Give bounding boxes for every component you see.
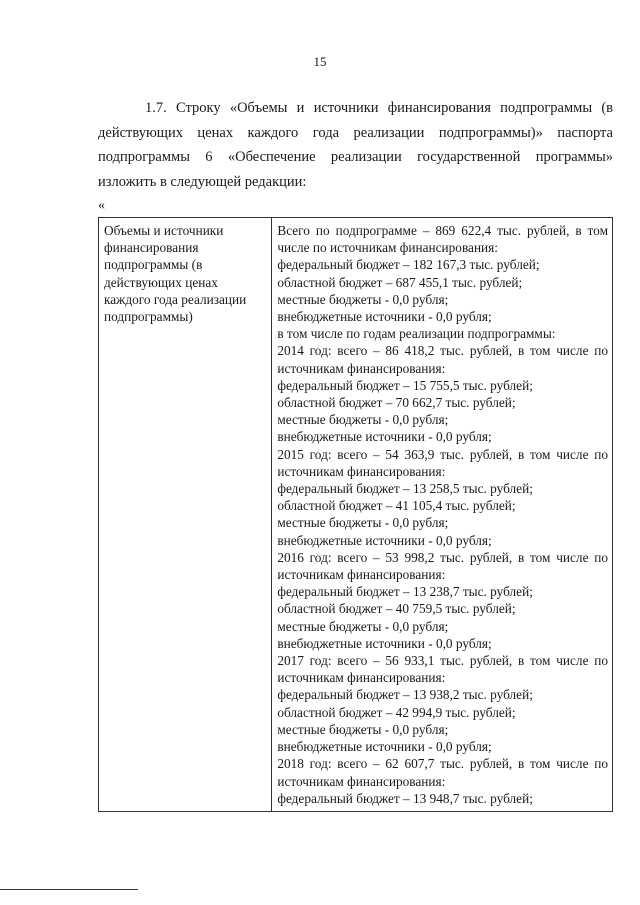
financing-line: местные бюджеты - 0,0 рубля; xyxy=(277,412,449,428)
financing-line: федеральный бюджет – 182 167,3 тыс. рублей; xyxy=(277,257,540,273)
financing-line: 2017 год: всего – 56 933,1 тыс. рублей, в том числе по источникам финансирования: xyxy=(277,653,608,686)
financing-line: 2014 год: всего – 86 418,2 тыс. рублей, в том числе по источникам финансирования: xyxy=(277,343,608,376)
financing-line: федеральный бюджет – 13 938,2 тыс. рублей; xyxy=(277,687,533,703)
financing-line: областной бюджет – 70 662,7 тыс. рублей; xyxy=(277,395,516,411)
financing-line: внебюджетные источники - 0,0 рубля; xyxy=(277,635,492,651)
financing-line: областной бюджет – 687 455,1 тыс. рублей; xyxy=(277,274,523,290)
financing-line: местные бюджеты - 0,0 рубля; xyxy=(277,618,449,634)
financing-line: внебюджетные источники - 0,0 рубля; xyxy=(277,309,492,325)
row-content xyxy=(272,218,613,812)
financing-line: федеральный бюджет – 13 948,7 тыс. рублей; xyxy=(277,790,533,806)
financing-line: областной бюджет – 41 105,4 тыс. рублей; xyxy=(277,498,516,514)
intro-text: 1.7. Строку «Объемы и источники финансирования подпрограммы (в действующих ценах каждого года реализации подпрограммы)» паспорта подпрограммы 6 «Обеспечение реализации государственной программы» изложить в следующей редакции: xyxy=(98,100,613,190)
financing-line: местные бюджеты - 0,0 рубля; xyxy=(277,515,449,531)
financing-line: федеральный бюджет – 15 755,5 тыс. рублей; xyxy=(277,377,533,393)
row-label: Объемы и источники финансирования подпрограммы (в действующих ценах каждого года реализации подпрограммы) xyxy=(99,218,272,812)
financing-line: местные бюджеты - 0,0 рубля; xyxy=(277,721,449,737)
financing-table xyxy=(98,217,613,812)
financing-line: 2018 год: всего – 62 607,7 тыс. рублей, в том числе по источникам финансирования: xyxy=(277,756,608,789)
financing-line: федеральный бюджет – 13 238,7 тыс. рублей; xyxy=(277,584,533,600)
page-number: 15 xyxy=(313,54,327,69)
financing-line: 2016 год: всего – 53 998,2 тыс. рублей, в том числе по источникам финансирования: xyxy=(277,549,608,583)
financing-line: Всего по подпрограмме – 869 622,4 тыс. рублей, в том числе по источникам финансирования: xyxy=(277,223,608,256)
financing-line: внебюджетные источники - 0,0 рубля; xyxy=(277,429,492,445)
financing-line: 2015 год: всего – 54 363,9 тыс. рублей, в том числе по источникам финансирования: xyxy=(277,446,608,479)
financing-line: областной бюджет – 42 994,9 тыс. рублей; xyxy=(277,704,516,720)
financing-line: областной бюджет – 40 759,5 тыс. рублей; xyxy=(277,601,516,617)
financing-line: внебюджетные источники - 0,0 рубля; xyxy=(277,739,492,755)
table-row xyxy=(99,218,613,812)
financing-line: в том числе по годам реализации подпрограммы: xyxy=(277,326,556,342)
financing-line: местные бюджеты - 0,0 рубля; xyxy=(277,291,449,307)
financing-line: внебюджетные источники - 0,0 рубля; xyxy=(277,532,492,548)
opening-quote: « xyxy=(98,198,105,213)
intro-paragraph xyxy=(98,96,613,194)
footer-divider xyxy=(0,889,138,890)
financing-line: федеральный бюджет – 13 258,5 тыс. рублей; xyxy=(277,481,533,497)
